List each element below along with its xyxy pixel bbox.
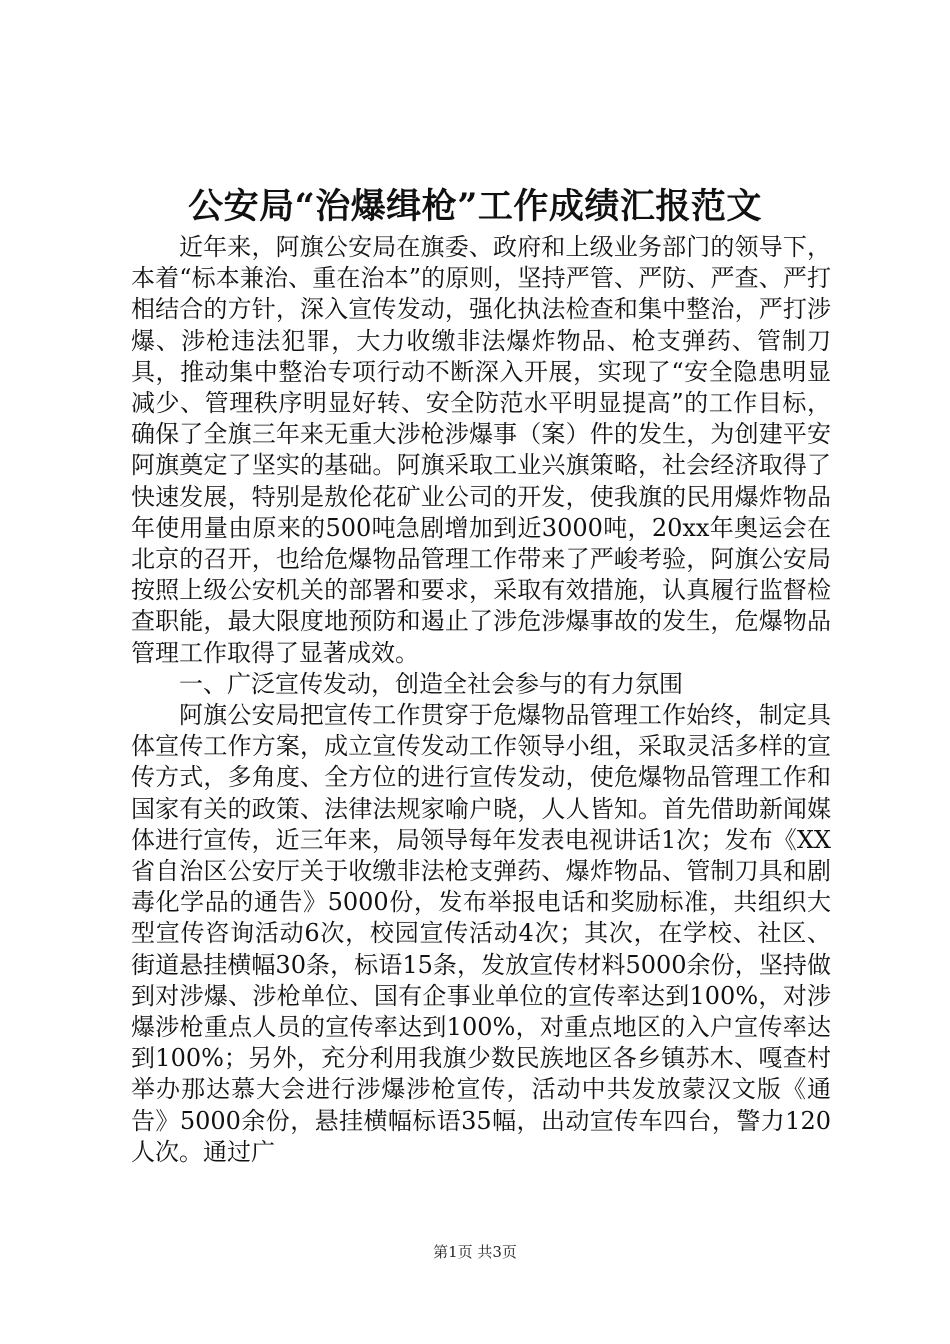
section-heading-1: 一、广泛宣传发动，创造全社会参与的有力氛围 — [179, 669, 683, 698]
page-footer: 第1页 共3页 — [433, 1243, 517, 1261]
paragraph-intro: 近年来，阿旗公安局在旗委、政府和上级业务部门的领导下，本着“标本兼治、重在治本”的原则，坚持严管、严防、严查、严打相结合的方针，深入宣传发动，强化执法检查和集中整治，严打涉爆、涉枪违法犯罪，大力收缴非法爆炸物品、枪支弹药、管制刀具，推动集中整治专项行动不断深入开展，实现了“安全隐患明显减少、管理秩序明显好转、安全防范水平明显提高”的工作目标，确保了全旗三年来无重大涉枪涉爆事（案）件的发生，为创建平安阿旗奠定了坚实的基础。阿旗采取工业兴旗策略，社会经济取得了快速发展，特别是敖伦花矿业公司的开发，使我旗的民用爆炸物品年使用量由原来的500吨急剧增加到近3000吨，20xx年奥运会在北京的召开，也给危爆物品管理工作带来了严峻考验，阿旗公安局按照上级公安机关的部署和要求，采取有效措施，认真履行监督检查职能，最大限度地预防和遏止了涉危涉爆事故的发生，危爆物品管理工作取得了显著成效。 — [131, 233, 831, 667]
paragraph-section-1: 阿旗公安局把宣传工作贯穿于危爆物品管理工作始终，制定具体宣传工作方案，成立宣传发动工作领导小组，采取灵活多样的宣传方式，多角度、全方位的进行宣传发动，使危爆物品管理工作和国家有关的政策、法律法规家喻户晓，人人皆知。首先借助新闻媒体进行宣传，近三年来，局领导每年发表电视讲话1次；发布《XX省自治区公安厅关于收缴非法枪支弹药、爆炸物品、管制刀具和剧毒化学品的通告》5000份，发布举报电话和奖励标准，共组织大型宣传咨询活动6次，校园宣传活动4次；其次，在学校、社区、街道悬挂横幅30条，标语15条，发放宣传材料5000余份，坚持做到对涉爆、涉枪单位、国有企事业单位的宣传率达到100%，对涉爆涉枪重点人员的宣传率达到100%，对重点地区的入户宣传率达到100%；另外，充分利用我旗少数民族地区各乡镇苏木、嘎查村举办那达慕大会进行涉爆涉枪宣传，活动中共发放蒙汉文版《通告》5000余份，悬挂横幅标语35幅，出动宣传车四台，警力120人次。通过广 — [131, 701, 831, 1166]
document-title: 公安局“治爆缉枪”工作成绩汇报范文 — [188, 186, 762, 227]
document-body — [131, 232, 831, 1168]
